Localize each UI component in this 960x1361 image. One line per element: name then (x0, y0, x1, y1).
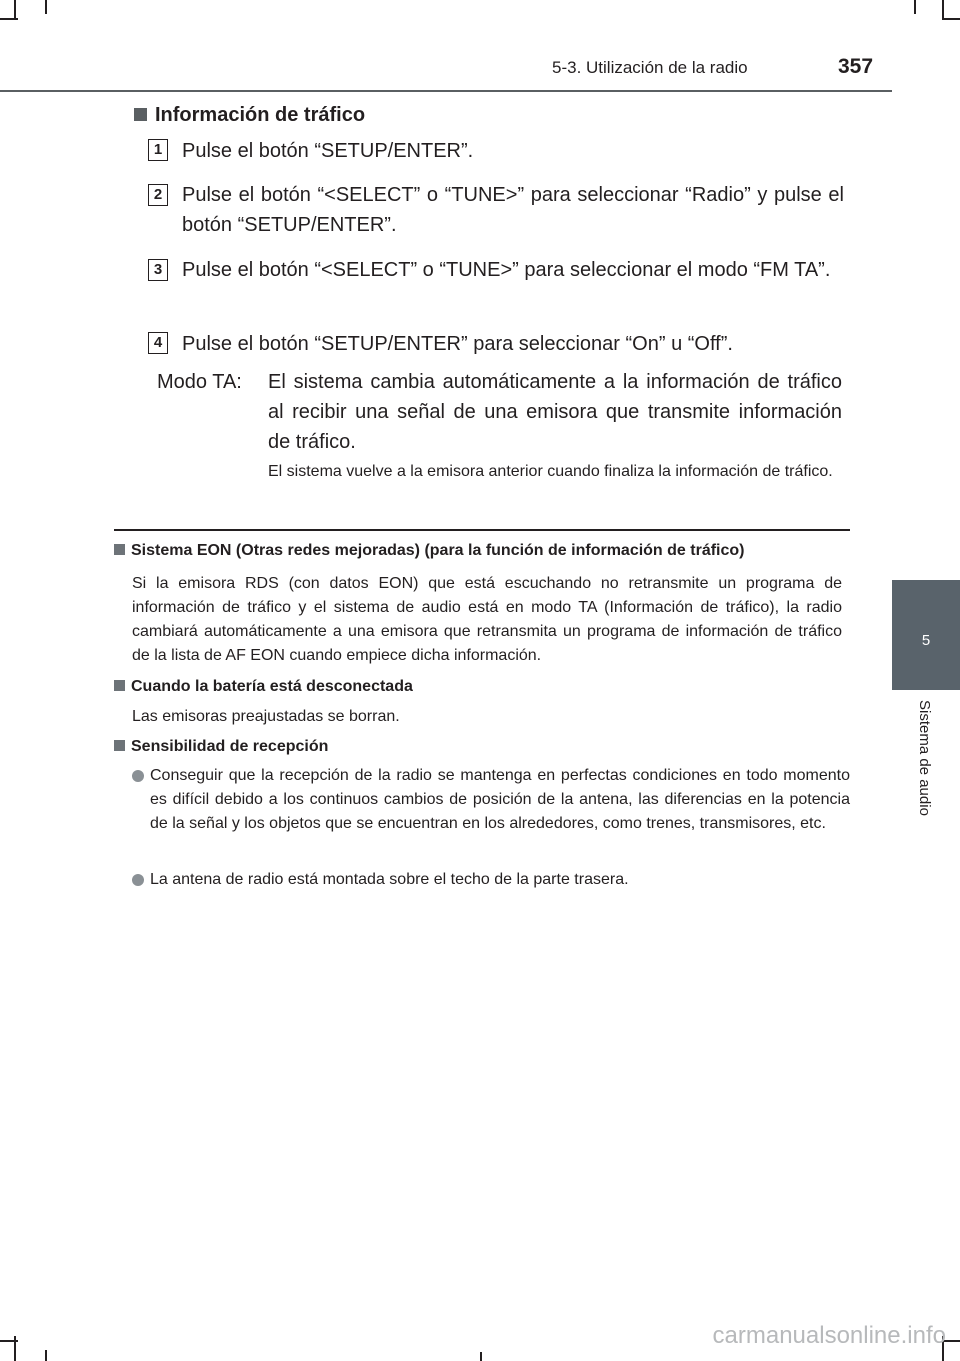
bullet-dot-icon (132, 874, 144, 886)
bullet-text: La antena de radio está montada sobre el techo de la parte trasera. (150, 871, 629, 888)
step-text: Pulse el botón “SETUP/ENTER”. (182, 140, 474, 162)
note-title: Sensibilidad de recepción (131, 738, 329, 755)
chapter-label: Sistema de audio (916, 700, 933, 816)
note-heading (114, 678, 413, 696)
divider (114, 529, 850, 531)
step-number: 3 (148, 259, 168, 281)
step-text: Pulse el botón “<SELECT” o “TUNE>” para seleccionar el modo “FM TA”. (182, 259, 831, 281)
crop-mark (480, 1352, 482, 1361)
step-text: Pulse el botón “<SELECT” o “TUNE>” para seleccionar “Radio” y pulse el botón “SETUP/ENTER”. (182, 184, 844, 236)
step-number: 1 (148, 139, 168, 161)
section-heading (134, 104, 365, 127)
step-number: 2 (148, 184, 168, 206)
crop-mark (0, 1340, 18, 1342)
crop-mark (45, 0, 47, 14)
square-bullet-icon (134, 108, 147, 121)
crop-mark (942, 0, 944, 20)
step-text: Pulse el botón “SETUP/ENTER” para seleccionar “On” u “Off”. (182, 333, 733, 355)
step-number: 4 (148, 332, 168, 354)
square-bullet-icon (114, 740, 125, 751)
mode-description: El sistema cambia automáticamente a la información de tráfico al recibir una señal de una emisora que transmite información de tráfico. (268, 371, 842, 453)
mode-note: El sistema vuelve a la emisora anterior cuando finaliza la información de tráfico. (268, 463, 833, 480)
page-number: 357 (838, 55, 874, 78)
heading-text: Información de tráfico (155, 104, 366, 126)
section-title: 5-3. Utilización de la radio (552, 58, 748, 77)
crop-mark (914, 0, 916, 14)
crop-mark (0, 18, 18, 20)
note-text: Si la emisora RDS (con datos EON) que está escuchando no retransmite un programa de información de tráfico y el sistema de audio está en modo TA (Información de tráfico), la radio cambiará automáticamente a una emisora que retransmita un programa de información de tráfico de la lista de AF EON cuando empiece dicha información. (132, 575, 842, 664)
note-title: Sistema EON (Otras redes mejoradas) (para la función de información de tráfico) (131, 542, 745, 559)
square-bullet-icon (114, 680, 125, 691)
mode-label: Modo TA: (157, 371, 242, 393)
note-heading (114, 542, 745, 560)
note-heading (114, 738, 328, 756)
chapter-number: 5 (921, 632, 931, 649)
watermark-logo: carmanualsonline.info (712, 1322, 946, 1349)
bullet-dot-icon (132, 770, 144, 782)
crop-mark (45, 1350, 47, 1361)
crop-mark (942, 18, 960, 20)
bullet-text: Conseguir que la recepción de la radio se mantenga en perfectas condiciones en todo momento es difícil debido a los continuos cambios de posición de la antena, las diferencias en la potencia de la señal y los objetos que se encuentran en los alrededores, como trenes, transmisores, etc. (150, 767, 850, 832)
header-rule (0, 90, 892, 92)
crop-mark (14, 0, 16, 20)
note-title: Cuando la batería está desconectada (131, 678, 413, 695)
square-bullet-icon (114, 544, 125, 555)
note-text: Las emisoras preajustadas se borran. (132, 708, 400, 725)
